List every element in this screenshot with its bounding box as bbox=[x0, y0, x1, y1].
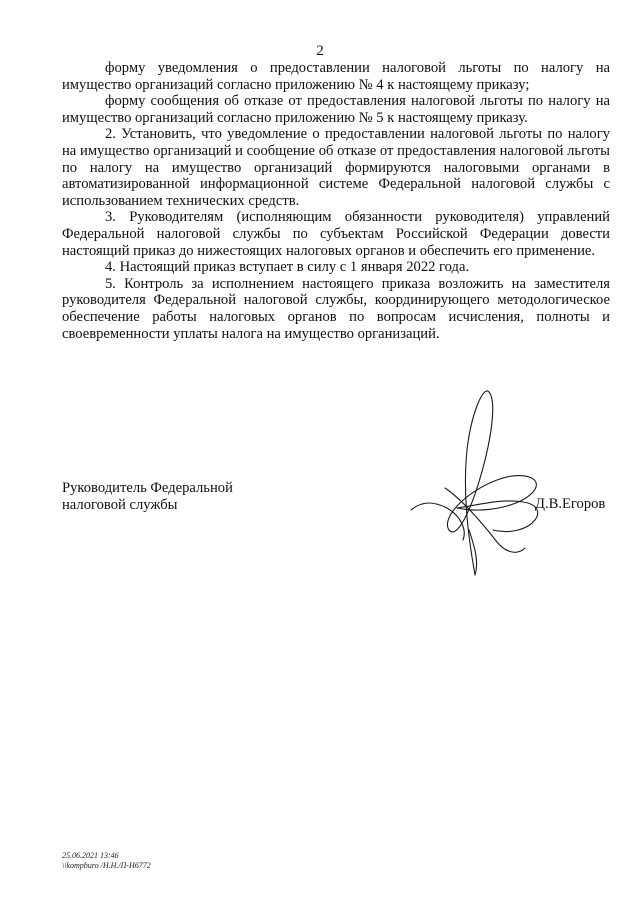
signer-position bbox=[62, 480, 302, 513]
paragraph-form-notification: форму уведомления о предоставлении налоговой льготы по налогу на имущество организаций согласно приложению № 4 к настоящему приказу; bbox=[62, 60, 610, 93]
document-footer bbox=[62, 851, 151, 871]
paragraph-form-refusal: форму сообщения об отказе от предоставления налоговой льготы по налогу на имущество организаций согласно приложению № 5 к настоящему приказу. bbox=[62, 93, 610, 126]
document-body bbox=[62, 60, 610, 342]
signer-name: Д.В.Егоров bbox=[535, 496, 606, 512]
signer-position-line1: Руководитель Федеральной bbox=[62, 480, 233, 496]
footer-file-path: \\kompburo /Н.Н./П-Н6772 bbox=[62, 861, 151, 870]
footer-timestamp: 25.06.2021 13:46 bbox=[62, 851, 119, 860]
handwritten-signature bbox=[405, 380, 545, 580]
signer-position-line2: налоговой службы bbox=[62, 496, 178, 513]
paragraph-item-2: 2. Установить, что уведомление о предоставлении налоговой льготы по налогу на имущество организаций и сообщение об отказе от предоставления налоговой льготы по налогу на имущество организаций формируются налоговыми органами в автоматизированной информационной системе Федеральной налоговой службы с использованием технических средств. bbox=[62, 126, 610, 209]
paragraph-item-4: 4. Настоящий приказ вступает в силу с 1 января 2022 года. bbox=[105, 259, 470, 276]
paragraph-item-3: 3. Руководителям (исполняющим обязанности руководителя) управлений Федеральной налоговой службы по субъектам Российской Федерации довести настоящий приказ до нижестоящих налоговых органов и обеспечить его применение. bbox=[62, 209, 610, 259]
page-number: 2 bbox=[316, 43, 324, 59]
paragraph-item-5: 5. Контроль за исполнением настоящего приказа возложить на заместителя руководителя Федеральной налоговой службы, координирующего методологическое обеспечение работы налоговых органов по вопросам исчисления, полноты и своевременности уплаты налога на имущество организаций. bbox=[62, 275, 610, 342]
